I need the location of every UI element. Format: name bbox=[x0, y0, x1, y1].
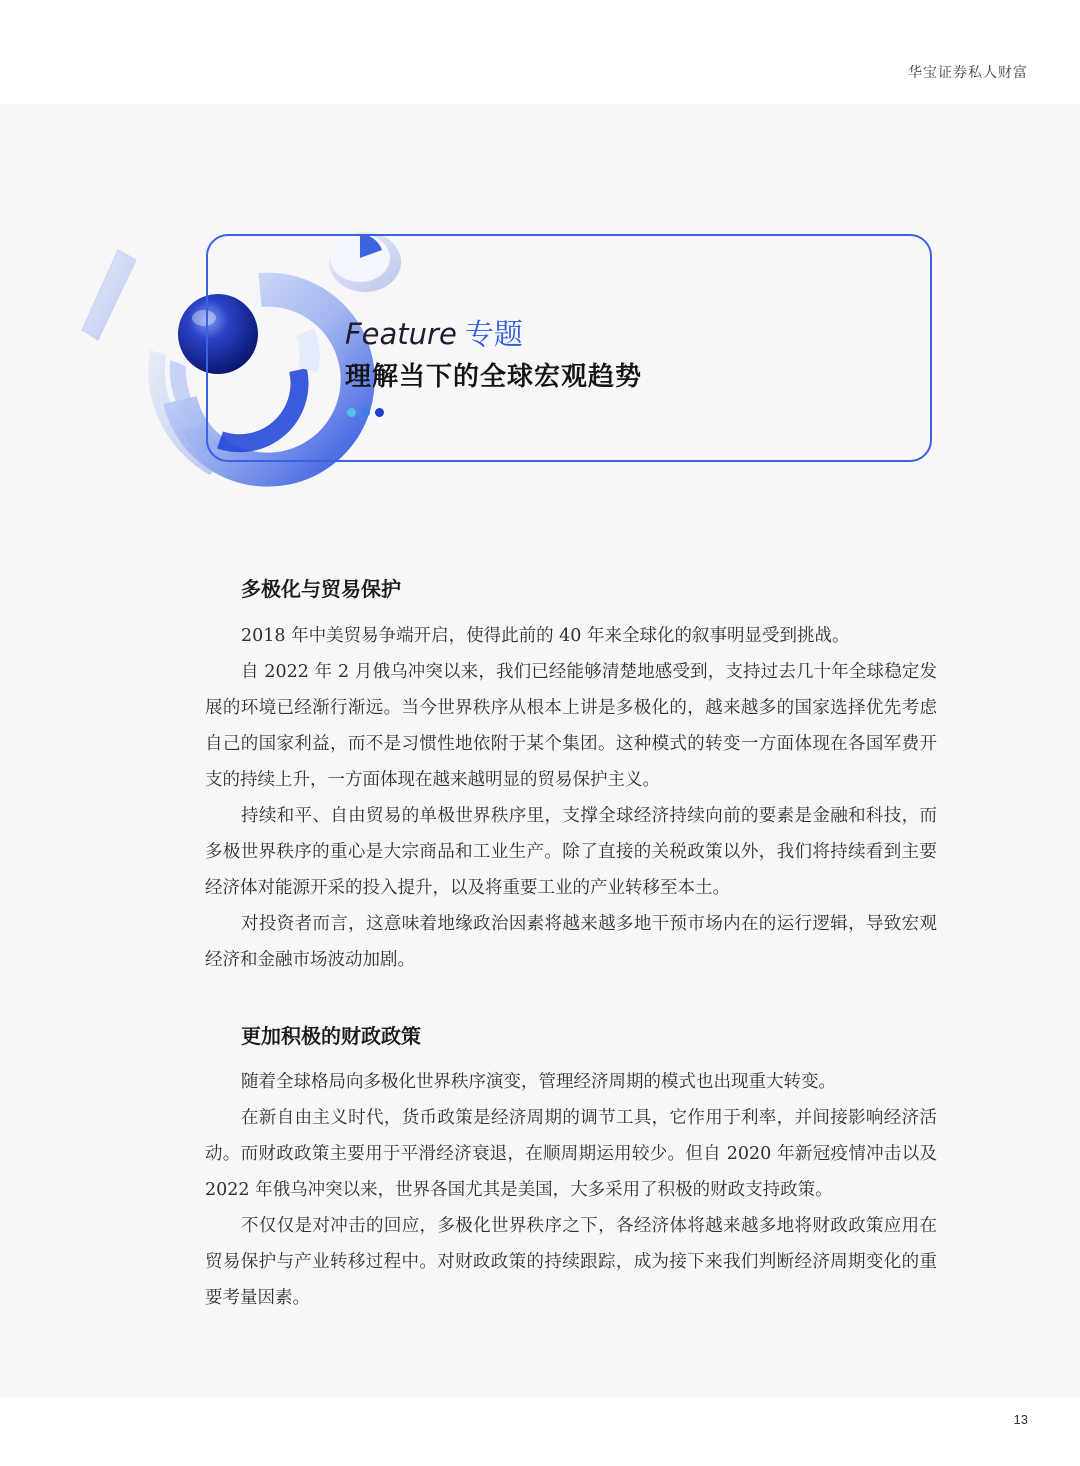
paragraph: 随着全球格局向多极化世界秩序演变，管理经济周期的模式也出现重大转变。 bbox=[241, 1072, 836, 1092]
brand-name: 华宝证券私人财富 bbox=[908, 65, 1028, 81]
page-number: 13 bbox=[1013, 1412, 1028, 1427]
paragraph: 2018 年中美贸易争端开启，使得此前的 40 年来全球化的叙事明显受到挑战。 bbox=[241, 626, 850, 646]
banner-title: 理解当下的全球宏观趋势 bbox=[345, 362, 643, 392]
feature-banner-frame bbox=[206, 234, 932, 462]
paragraph: 不仅仅是对冲击的回应，多极化世界秩序之下，各经济体将越来越多地将财政政策应用在贸易保护与产业转移过程中。对财政政策的持续跟踪，成为接下来我们判断经济周期变化的重要考量因素。 bbox=[205, 1216, 937, 1308]
paragraph: 在新自由主义时代，货币政策是经济周期的调节工具，它作用于利率，并间接影响经济活动。而财政政策主要用于平滑经济衰退，在顺周期运用较少。但自 2020 年新冠疫情冲击以及 2022 年俄乌冲突以来，世界各国尤其是美国，大多采用了积极的财政支持政策。 bbox=[205, 1108, 937, 1200]
paragraph: 对投资者而言，这意味着地缘政治因素将越来越多地干预市场内在的运行逻辑，导致宏观经济和金融市场波动加剧。 bbox=[205, 914, 937, 970]
dot-icon bbox=[347, 408, 356, 417]
dot-icon bbox=[375, 408, 384, 417]
page-footer bbox=[0, 1398, 1080, 1466]
section-heading: 多极化与贸易保护 bbox=[241, 577, 401, 601]
feature-label bbox=[345, 312, 523, 353]
dot-icon bbox=[361, 408, 370, 417]
decorative-dots bbox=[347, 402, 389, 412]
paragraph: 持续和平、自由贸易的单极世界秩序里，支撑全球经济持续向前的要素是金融和科技，而多极世界秩序的重心是大宗商品和工业生产。除了直接的关税政策以外，我们将持续看到主要经济体对能源开采的投入提升，以及将重要工业的产业转移至本土。 bbox=[205, 806, 937, 898]
feature-word: Feature bbox=[345, 317, 457, 351]
section-heading: 更加积极的财政政策 bbox=[241, 1024, 421, 1048]
page-header bbox=[0, 0, 1080, 104]
feature-label-cn: 专题 bbox=[464, 317, 523, 351]
paragraph: 自 2022 年 2 月俄乌冲突以来，我们已经能够清楚地感受到，支持过去几十年全球稳定发展的环境已经渐行渐远。当今世界秩序从根本上讲是多极化的，越来越多的国家选择优先考虑自己的国家利益，而不是习惯性地依附于某个集团。这种模式的转变一方面体现在各国军费开支的持续上升，一方面体现在越来越明显的贸易保护主义。 bbox=[205, 662, 937, 790]
